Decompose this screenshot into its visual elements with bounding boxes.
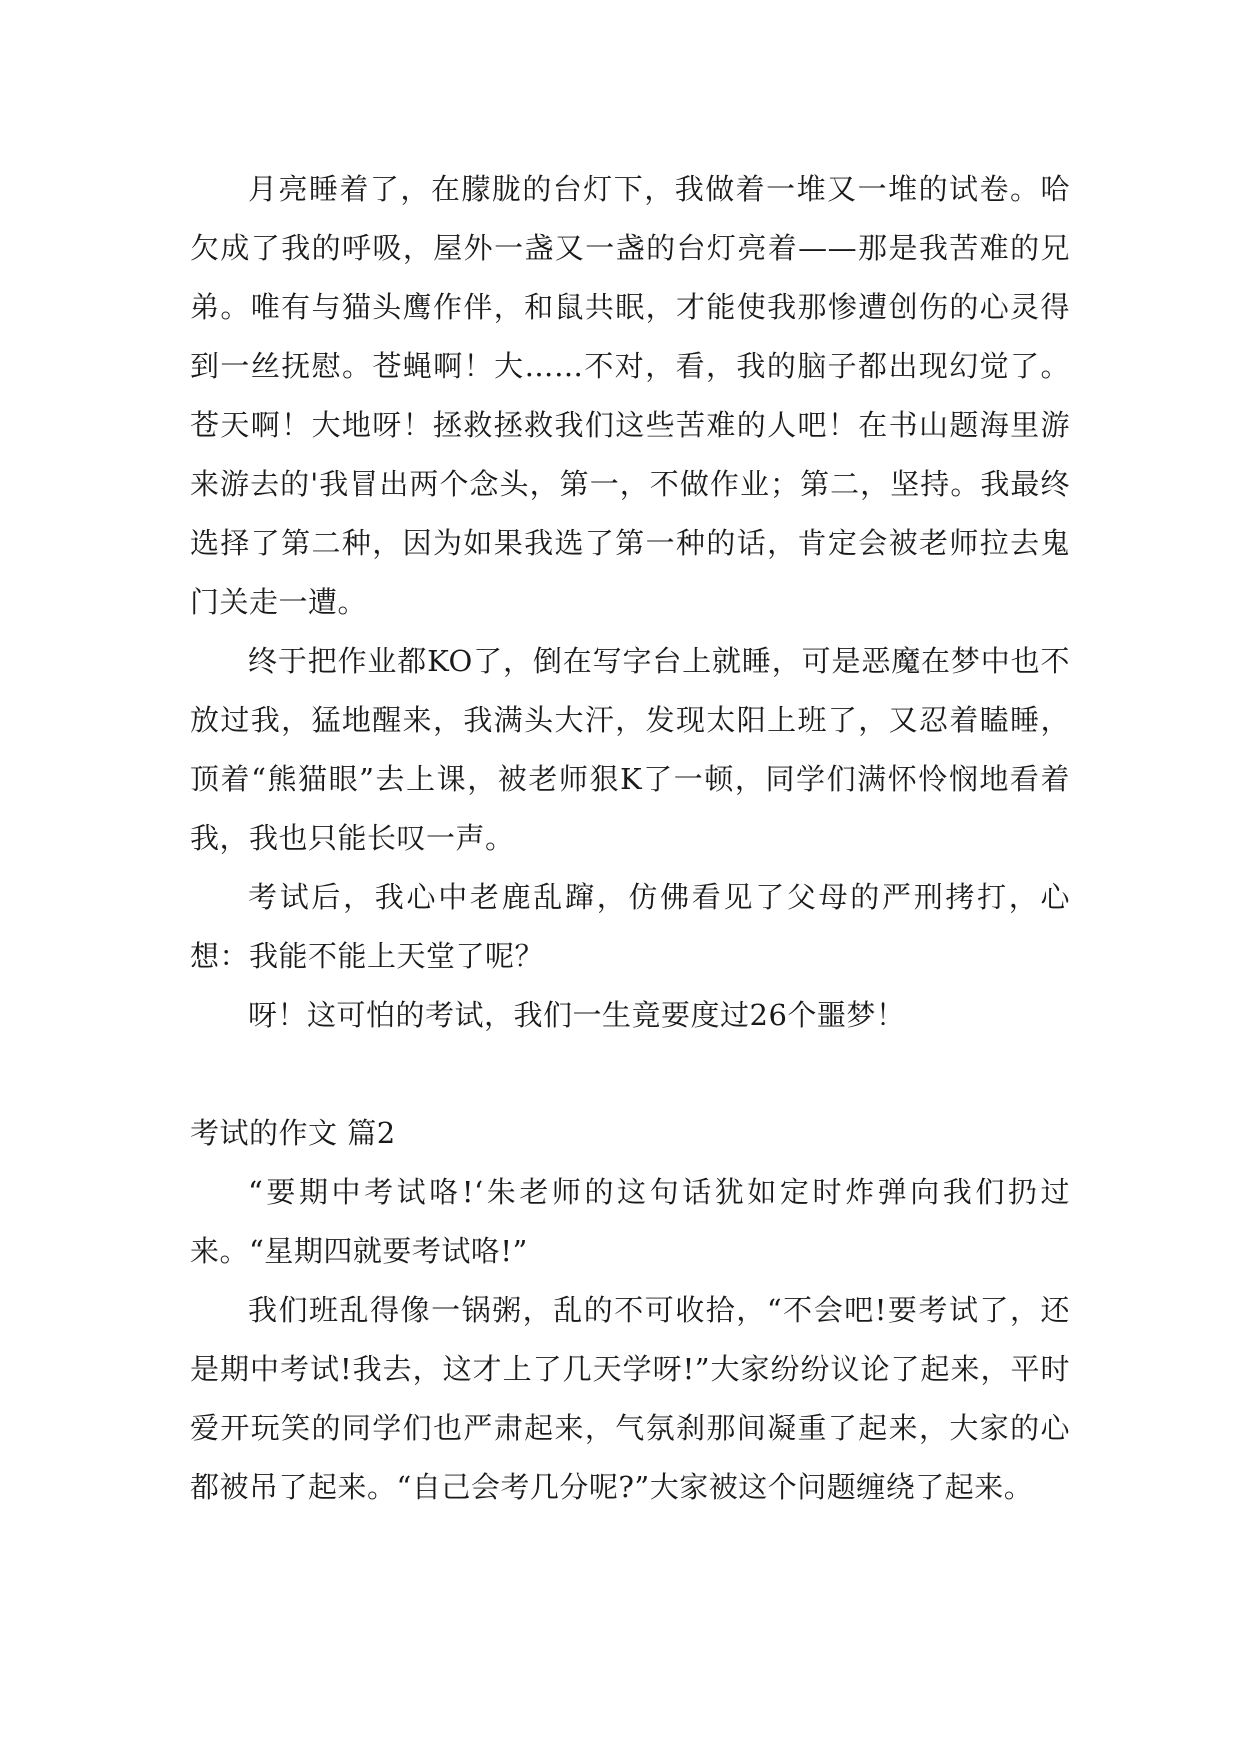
paragraph-6: 我们班乱得像一锅粥，乱的不可收拾，“不会吧!要考试了，还是期中考试!我去，这才上了几天学呀!”大家纷纷议论了起来，平时爱开玩笑的同学们也严肃起来，气氛刹那间凝重了起来，大家的心都被吊了起来。“自己会考几分呢?”大家被这个问题缠绕了起来。: [190, 1293, 1070, 1504]
paragraph-1: 月亮睡着了，在朦胧的台灯下，我做着一堆又一堆的试卷。哈欠成了我的呼吸，屋外一盏又一盏的台灯亮着——那是我苦难的兄弟。唯有与猫头鹰作伴，和鼠共眠，才能使我那惨遭创伤的心灵得到一丝抚慰。苍蝇啊！大……不对，看，我的脑子都出现幻觉了。苍天啊！大地呀！拯救拯救我们这些苦难的人吧！在书山题海里游来游去的'我冒出两个念头，第一，不做作业；第二，坚持。我最终选择了第二种，因为如果我选了第一种的话，肯定会被老师拉去鬼门关走一遭。: [190, 172, 1070, 619]
paragraph-4: 呀！这可怕的考试，我们一生竟要度过26个噩梦！: [248, 998, 906, 1032]
paragraph-2: 终于把作业都KO了，倒在写字台上就睡，可是恶魔在梦中也不放过我，猛地醒来，我满头大汗，发现太阳上班了，又忍着瞌睡，顶着“熊猫眼”去上课，被老师狠K了一顿，同学们满怀怜悯地看着我，我也只能长叹一声。: [190, 644, 1070, 855]
paragraph-3: 考试后，我心中老鹿乱蹿，仿佛看见了父母的严刑拷打，心想：我能不能上天堂了呢？: [190, 880, 1070, 973]
document-body: [190, 160, 1070, 1517]
section-title: 考试的作文 篇2: [190, 1116, 396, 1150]
paragraph-5: “要期中考试咯!‘朱老师的这句话犹如定时炸弹向我们扔过来。“星期四就要考试咯!”: [190, 1175, 1070, 1268]
section-spacer: [190, 1045, 1070, 1104]
